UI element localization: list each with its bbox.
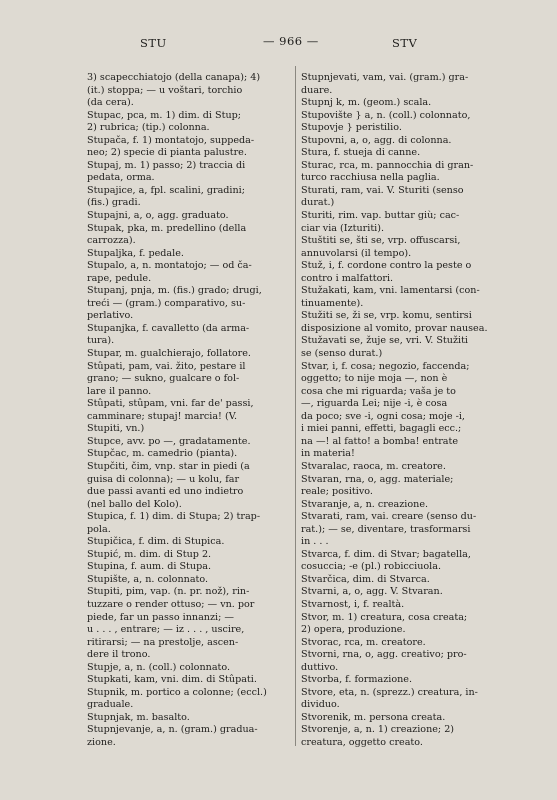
dictionary-line: grano; — sukno, gualcare o fol- — [87, 373, 240, 385]
dictionary-line: Stupičica, f. dim. di Stupica. — [87, 536, 225, 548]
dictionary-line: pola. — [87, 523, 111, 535]
dictionary-line: Stvor, m. 1) creatura, cosa creata; — [301, 611, 468, 623]
dictionary-line: creatura, oggetto creato. — [301, 736, 423, 748]
dictionary-line: guisa di colonna); — u kolu, far — [87, 473, 240, 485]
dictionary-line: turco racchiusa nella paglia. — [301, 172, 440, 184]
dictionary-line: rat.); — se, diventare, trasformarsi — [301, 523, 471, 535]
dictionary-line: u . . . , entrare; — iz . . . , uscire, — [87, 624, 245, 636]
dictionary-line: Stûpati, stûpam, vni. far de' passi, — [87, 398, 254, 410]
page-number: — 966 — — [263, 34, 319, 48]
dictionary-line: Stupiti, pim, vap. (n. pr. nož), rin- — [87, 586, 250, 598]
dictionary-line: in . . . — [301, 536, 329, 548]
dictionary-line: due passi avanti ed uno indietro — [87, 486, 244, 498]
dictionary-line: Stvore, eta, n. (sprezz.) creatura, in- — [301, 686, 478, 698]
dictionary-line: Stvarca, f. dim. di Stvar; bagatella, — [301, 548, 471, 560]
dictionary-line: treći — (gram.) comparativo, su- — [87, 297, 246, 309]
dictionary-line: cosuccia; -e (pl.) robicciuola. — [301, 561, 442, 573]
dictionary-line: in materia! — [301, 448, 355, 460]
dictionary-line: Stvorac, rca, m. creatore. — [301, 636, 426, 648]
dictionary-line: Stuštiti se, šti se, vrp. offuscarsi, — [301, 235, 461, 247]
dictionary-line: Stupanjka, f. cavalletto (da arma- — [87, 322, 250, 334]
dictionary-line: Stupac, pca, m. 1) dim. di Stup; — [87, 109, 242, 121]
dictionary-line: Stvarčica, dim. di Stvarca. — [301, 573, 430, 585]
dictionary-line: Stupar, m. gualchierajo, follatore. — [87, 348, 251, 360]
dictionary-line: dere il trono. — [87, 649, 151, 661]
dictionary-line: Stupić, m. dim. di Stup 2. — [87, 548, 212, 560]
dictionary-line: ciar via (Izturiti). — [301, 222, 385, 234]
dictionary-line: Stupiti, vn.) — [87, 423, 145, 435]
running-head-right: STV — [392, 36, 418, 50]
dictionary-line: neo; 2) specie di pianta palustre. — [87, 147, 247, 159]
dictionary-line: Stupajni, a, o, agg. graduato. — [87, 210, 229, 222]
dictionary-line: (nel ballo del Kolo). — [87, 498, 182, 510]
dictionary-line: annuvolarsi (il tempo). — [301, 247, 412, 259]
dictionary-line: Stupčac, m. camedrio (pianta). — [87, 448, 238, 460]
dictionary-line: Stura, f. stueja di canne. — [301, 147, 421, 159]
dictionary-line: cosa che mi riguarda; vaša je to — [301, 385, 456, 397]
dictionary-line: Sturiti, rim. vap. buttar giù; cac- — [301, 210, 460, 222]
dictionary-line: Stupajice, a, fpl. scalini, gradini; — [87, 184, 245, 196]
dictionary-line: camminare; stupaj! marcia! (V. — [87, 410, 238, 422]
dictionary-line: carrozza). — [87, 235, 136, 247]
dictionary-line: Stvaran, rna, o, agg. materiale; — [301, 473, 454, 485]
dictionary-line: 2) rubrica; (tip.) colonna. — [87, 122, 210, 134]
dictionary-line: Stvorba, f. formazione. — [301, 674, 413, 686]
dictionary-line: Stužavati se, žuje se, vri. V. Stužiti — [301, 335, 469, 347]
dictionary-line: se (senso durat.) — [301, 348, 383, 360]
dictionary-line: Stupje, a, n. (coll.) colonnato. — [87, 661, 231, 673]
dictionary-line: da poco; sve -i, ogni cosa; moje -i, — [301, 410, 465, 422]
dictionary-line: disposizione al vomito, provar nausea. — [301, 322, 488, 334]
dictionary-line: duare. — [301, 84, 333, 96]
dictionary-line: perlativo. — [87, 310, 134, 322]
column-divider — [295, 66, 296, 746]
dictionary-line: Sturac, rca, m. pannocchia di gran- — [301, 159, 474, 171]
dictionary-line: rape, pedule. — [87, 272, 152, 284]
dictionary-line: tura). — [87, 335, 115, 347]
dictionary-line: duttivo. — [301, 661, 339, 673]
dictionary-line: Stvorenik, m. persona creata. — [301, 711, 446, 723]
left-column — [87, 72, 294, 750]
dictionary-line: pedata, orma. — [87, 172, 155, 184]
dictionary-line: Stupnj k, m. (geom.) scala. — [301, 97, 432, 109]
dictionary-line: (fis.) gradi. — [87, 197, 141, 209]
dictionary-line: Stvarni, a, o, agg. V. Stvaran. — [301, 586, 443, 598]
dictionary-line: tinuamente). — [301, 297, 364, 309]
dictionary-line: Stupina, f. aum. di Stupa. — [87, 561, 211, 573]
dictionary-line: na —! al fatto! a bomba! entrate — [301, 435, 459, 447]
dictionary-line: Stvorenje, a, n. 1) creazione; 2) — [301, 724, 455, 736]
dictionary-line: Stupanj, pnja, m. (fis.) grado; drugi, — [87, 285, 262, 297]
dictionary-line: 2) opera, produzione. — [301, 624, 406, 636]
right-column — [301, 72, 516, 750]
dictionary-line: Stupaj, m. 1) passo; 2) traccia di — [87, 159, 246, 171]
dictionary-line: ritirarsi; — na prestolje, ascen- — [87, 636, 239, 648]
dictionary-line: Stvaralac, raoca, m. creatore. — [301, 460, 446, 472]
dictionary-line: Stvaranje, a, n. creazione. — [301, 498, 429, 510]
dictionary-line: i miei panni, effetti, bagagli ecc.; — [301, 423, 462, 435]
dictionary-line: Stvarati, ram, vai. creare (senso du- — [301, 511, 477, 523]
dictionary-line: Stupovni, a, o, agg. di colonna. — [301, 134, 452, 146]
dictionary-line: graduale. — [87, 699, 134, 711]
dictionary-line: Stvarnost, i, f. realtà. — [301, 598, 405, 610]
dictionary-line: Stupce, avv. po —, gradatamente. — [87, 435, 251, 447]
dictionary-line: —, riguarda Lei; nije -i, è cosa — [301, 398, 448, 410]
dictionary-line: Stûpati, pam, vai. žito, pestare il — [87, 360, 246, 372]
dictionary-line: Stupaljka, f. pedale. — [87, 247, 184, 259]
dictionary-line: Stužiti se, ži se, vrp. komu, sentirsi — [301, 310, 472, 322]
dictionary-line: Stupnik, m. portico a colonne; (eccl.) — [87, 686, 267, 698]
dictionary-line: dividuo. — [301, 699, 340, 711]
dictionary-line: Stupkati, kam, vni. dim. di Stûpati. — [87, 674, 257, 686]
dictionary-line: Stupalo, a, n. montatojo; — od ča- — [87, 260, 252, 272]
dictionary-line: zione. — [87, 736, 116, 748]
dictionary-line: Stupčiti, čim, vnp. star in piedi (a — [87, 460, 250, 472]
dictionary-line: 3) scapecchiatojo (della canapa); 4) — [87, 72, 261, 83]
dictionary-line: Stupnjevati, vam, vai. (gram.) gra- — [301, 72, 469, 83]
dictionary-line: Stupica, f. 1) dim. di Stupa; 2) trap- — [87, 511, 261, 523]
dictionary-line: Stupača, f. 1) montatojo, suppeda- — [87, 134, 255, 146]
dictionary-line: oggetto; to nije moja —, non è — [301, 373, 448, 385]
dictionary-line: durat.) — [301, 197, 335, 209]
dictionary-line: (da cera). — [87, 97, 134, 109]
dictionary-line: Stupak, pka, m. predellino (della — [87, 222, 247, 234]
dictionary-line: Stvar, i, f. cosa; negozio, faccenda; — [301, 360, 470, 372]
dictionary-line: Stupnjak, m. basalto. — [87, 711, 190, 723]
dictionary-line: (it.) stoppa; — u voštari, torchio — [87, 84, 243, 96]
dictionary-line: Stupnjevanje, a, n. (gram.) gradua- — [87, 724, 258, 736]
dictionary-line: contro i malfattori. — [301, 272, 394, 284]
dictionary-line: lare il panno. — [87, 385, 152, 397]
dictionary-line: reale; positivo. — [301, 486, 373, 498]
running-head-left: STU — [140, 36, 167, 50]
dictionary-line: Stupovje } peristilio. — [301, 122, 402, 134]
dictionary-line: Stupovište } a, n. (coll.) colonnato, — [301, 109, 471, 121]
dictionary-line: tuzzare o render ottuso; — vn. por — [87, 598, 255, 610]
dictionary-line: Stvorni, rna, o, agg. creativo; pro- — [301, 649, 467, 661]
dictionary-line: Stuž, i, f. cordone contro la peste o — [301, 260, 472, 272]
dictionary-line: piede, far un passo innanzi; — — [87, 611, 234, 623]
dictionary-line: Stupište, a, n. colonnato. — [87, 573, 209, 585]
dictionary-line: Stužakati, kam, vni. lamentarsi (con- — [301, 285, 480, 297]
dictionary-line: Sturati, ram, vai. V. Sturiti (senso — [301, 184, 464, 196]
